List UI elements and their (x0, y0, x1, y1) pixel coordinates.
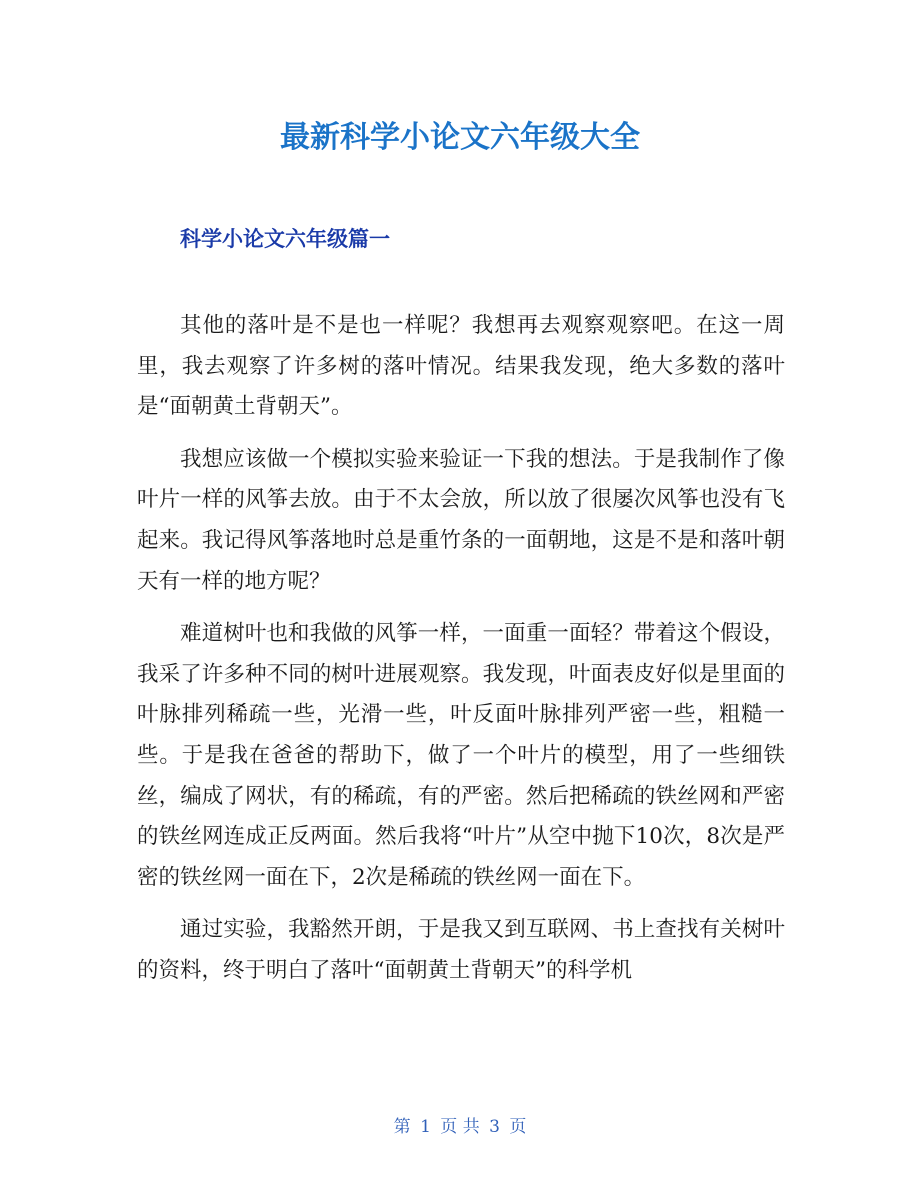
paragraph: 难道树叶也和我做的风筝一样，一面重一面轻？带着这个假设，我采了许多种不同的树叶进展观察。我发现，叶面表皮好似是里面的叶脉排列稀疏一些，光滑一些，叶反面叶脉排列严密一些，粗糙一些。于是我在爸爸的帮助下，做了一个叶片的模型，用了一些细铁丝，编成了网状，有的稀疏，有的严密。然后把稀疏的铁丝网和严密的铁丝网连成正反两面。然后我将“叶片”从空中抛下10次，8次是严密的铁丝网一面在下，2次是稀疏的铁丝网一面在下。 (137, 621, 785, 890)
page-suffix: 页 (509, 1117, 527, 1137)
section-heading: 科学小论文六年级篇一 (180, 227, 390, 251)
article-body (137, 306, 785, 1004)
page-total: 3 (489, 1117, 500, 1137)
page-footer (0, 1115, 920, 1139)
paragraph: 通过实验，我豁然开朗，于是我又到互联网、书上查找有关树叶的资料，终于明白了落叶“面朝黄土背朝天”的科学机 (137, 917, 785, 983)
document-title: 最新科学小论文六年级大全 (280, 120, 640, 155)
paragraph: 我想应该做一个模拟实验来验证一下我的想法。于是我制作了像叶片一样的风筝去放。由于不太会放，所以放了很屡次风筝也没有飞起来。我记得风筝落地时总是重竹条的一面朝地，这是不是和落叶朝天有一样的地方呢？ (137, 446, 785, 594)
page-current: 1 (420, 1117, 431, 1137)
paragraph: 其他的落叶是不是也一样呢？我想再去观察观察吧。在这一周里，我去观察了许多树的落叶情况。结果我发现，绝大多数的落叶是“面朝黄土背朝天”。 (137, 313, 785, 420)
page-prefix: 第 (393, 1117, 411, 1137)
page-mid: 页 共 (440, 1117, 480, 1137)
